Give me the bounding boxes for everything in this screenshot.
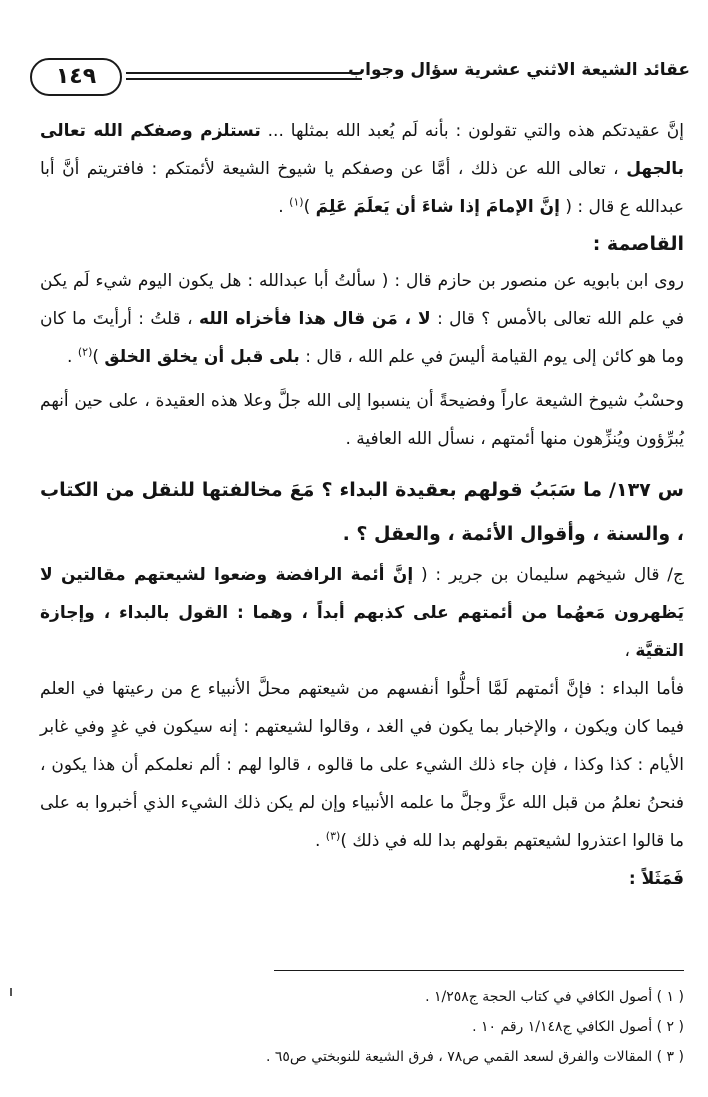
footnote-ref: (٣) [325, 829, 341, 843]
page-header [30, 58, 690, 98]
footnote-separator [274, 970, 684, 971]
section-heading: القاصمة : [592, 233, 684, 255]
text-run: إنَّ عقيدتكم هذه والتي تقولون : بأنه لَم يُعبد الله بمثلها ... [260, 121, 685, 141]
footnote-2: ( ٢ ) أصول الكافي ج١/١٤٨ رقم ١٠ . [472, 1019, 684, 1035]
text-run: فأما البداء : فإنَّ أئمتهم لَمَّا أحلُّوا أنفسهم من شيعتهم محلَّ الأنبياء ع من رعيتها في العلم فيما كان ويكون ، والإخبار بما يكون في الغد ، وقالوا لشيعتهم : إنه سيكون في غدٍ وفي غابر الأيام : كذا وكذا ، فإن جاء ذلك الشيء على ما قالوه ، قالوا لهم : ألم نعلمكم أن هذا يكون ، فنحنُ نعلمُ من قبل الله عزَّ وجلَّ ما علمه الأنبياء وإن لم يكن ذلك الشيء الذي أخبروا به على ما قالوا اعتذروا لشيعتهم بقولهم بدا لله في ذلك ) [40, 679, 684, 851]
footnote-1: ( ١ ) أصول الكافي في كتاب الحجة ج١/٢٥٨ . [425, 989, 684, 1005]
text-run: ) [303, 197, 316, 217]
footnote-ref: (١) [289, 195, 304, 209]
question-137: س ١٣٧/ ما سَبَبُ قولهم بعقيدة البداء ؟ مَعَ مخالفتها للنقل من الكتاب ، والسنة ، وأقوال الأئمة ، والعقل ؟ . [40, 479, 684, 545]
text-run: ، [624, 641, 636, 661]
answer-paragraph-1 [40, 556, 684, 670]
bold-text: تستلزم وصفكم الله تعالى بالجهل [40, 121, 684, 179]
paragraph-2 [40, 262, 684, 376]
text-run: ، تعالى الله عن ذلك ، أمَّا عن وصفكم يا شيوخ الشيعة لأئمتكم : فافتريتم أنَّ أبا عبدالله ع قال : ( [40, 159, 684, 217]
text-run: . [67, 347, 78, 367]
text-run: روى ابن بابويه عن منصور بن حازم قال : ( سألتُ أبا عبدالله : هل يكون اليوم شيء لَم يكن في علم الله تعالى بالأمس ؟ قال : [40, 271, 684, 329]
scan-mark [10, 988, 12, 996]
bold-text: لا ، مَن قال هذا فأخزاه الله [199, 309, 431, 329]
closing-line: فَمَثَلاً : [628, 869, 684, 889]
text-run: ) [92, 347, 105, 367]
bold-text: بلى قبل أن يخلق الخلق [104, 347, 300, 367]
page-body [40, 112, 684, 898]
header-rule [126, 72, 362, 74]
running-title: عقائد الشيعة الاثني عشرية سؤال وجواب [348, 60, 690, 80]
footnote-3: ( ٣ ) المقالات والفرق لسعد القمي ص٧٨ ، فرق الشيعة للنوبختي ص٦٥ . [265, 1049, 684, 1065]
page-number: ١٤٩ [30, 58, 122, 96]
paragraph-3: وحسْبُ شيوخ الشيعة عاراً وفضيحةً أن ينسبوا إلى الله جلَّ وعلا هذه العقيدة ، على حين أنهم يُبرِّؤون ويُنزِّهون منها أئمتهم ، نسأل الله العافية . [40, 391, 684, 449]
text-run: . [314, 831, 326, 851]
text-run: ، قلتُ : أرأيتَ ما كان وما هو كائن إلى يوم القيامة أليسَ في علم الله ، قال : [40, 309, 684, 367]
footnotes [40, 982, 684, 1072]
bold-quote: إنَّ الإمامَ إذا شاءَ أن يَعلَمَ عَلِمَ [315, 197, 560, 217]
answer-paragraph-2 [40, 670, 684, 860]
text-run: ج/ قال شيخهم سليمان بن جرير : ( [413, 565, 685, 585]
paragraph-1 [40, 112, 684, 226]
text-run: . [278, 197, 290, 217]
header-rule [126, 78, 362, 80]
bold-quote: إنَّ أئمة الرافضة وضعوا لشيعتهم مقالتين لا يَظهرون مَعهُما من أئمتهم على كذبهم أبداً ، وهما : القول بالبداء ، وإجازة التقيَّة [40, 565, 684, 661]
footnote-ref: (٢) [77, 345, 93, 359]
